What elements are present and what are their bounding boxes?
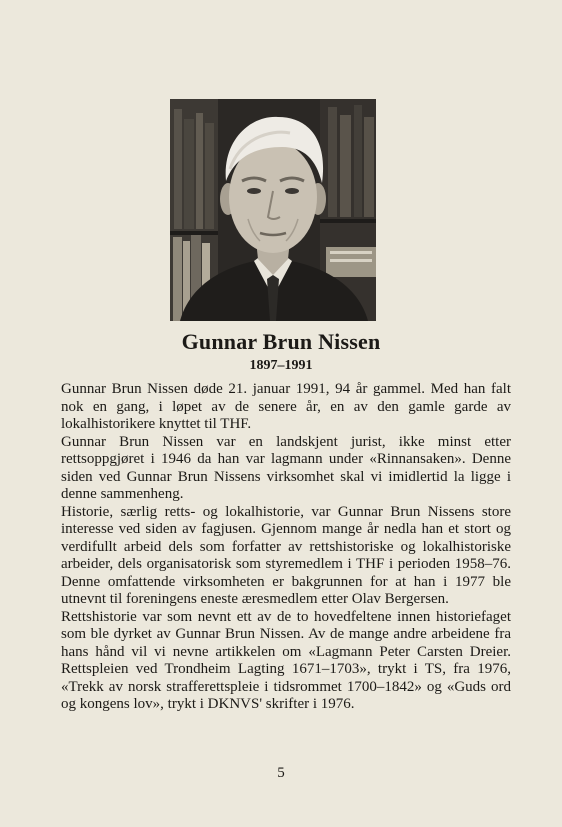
paragraph: Gunnar Brun Nissen var en landskjent jurist, ikke minst etter rettsoppgjøret i 1946 da han var lagmann under «Rinnansaken». Denne siden ved Gunnar Brun Nissens virksomhet skal vi imidlertid la ligge i denne sammenheng.	[61, 433, 511, 502]
paragraph: Historie, særlig retts- og lokalhistorie, var Gunnar Brun Nissens store interesse ved siden av fagjusen. Gjennom mange år nedla han et stort og verdifullt arbeid dels som forfatter av rettshistoriske og lokalhistoriske arbeider, dels organisatorisk som styremedlem i THF i perioden 1958–76. Denne omfattende virksomheten er bakgrunnen for at han i 1977 ble utnevnt til foreningens eneste æresmedlem etter Olav Bergersen.	[61, 503, 511, 607]
portrait-photo	[170, 99, 376, 321]
paragraph: Rettshistorie var som nevnt ett av de to hovedfeltene innen historiefaget som ble dyrket av Gunnar Brun Nissen. Av de mange andre arbeidene fra hans hånd vil vi nevne artikkelen om «Lagmann Peter Carsten Dreier. Rettspleien ved Trondheim Lagting 1671–1703», trykt i TS, fra 1976, «Trekk av norsk strafferettspleie i tidsrommet 1700–1842» og «Guds ord og kongens lov», trykt i DKNVS' skrifter i 1976.	[61, 608, 511, 712]
life-years: 1897–1991	[249, 358, 313, 373]
page-number: 5	[277, 765, 285, 781]
obituary-body	[61, 381, 511, 714]
obituary-name-heading: Gunnar Brun Nissen	[181, 329, 381, 354]
paragraph: Gunnar Brun Nissen døde 21. januar 1991, 94 år gammel. Med han falt nok en gang, i løpet av de senere år, en av den gamle garde av lokalhistorikere knyttet til THF.	[61, 381, 511, 432]
